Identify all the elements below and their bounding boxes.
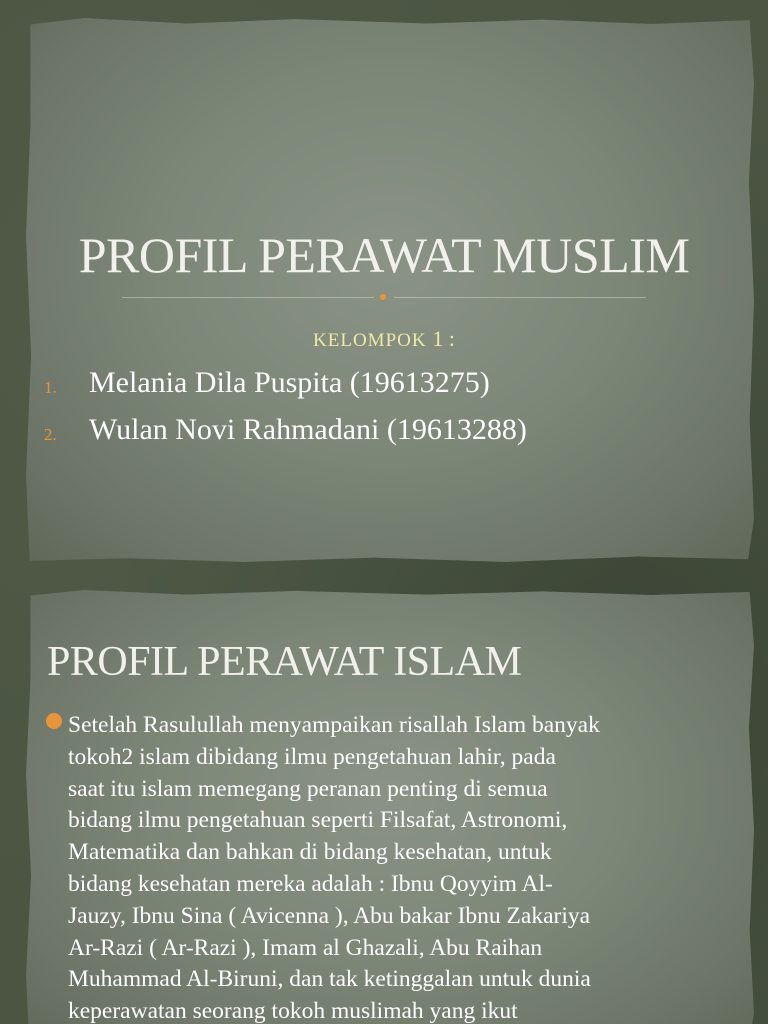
bullet-icon [46, 713, 62, 729]
body-line: keperawatan seorang tokoh muslimah yang ikut [68, 998, 518, 1024]
body-line: Setelah Rasulullah menyampaikan risallah Islam banyak [68, 712, 600, 738]
body-line: bidang kesehatan mereka adalah : Ibnu Qoyyim Al- [68, 870, 553, 897]
member-list-item [44, 413, 724, 453]
slide-1-panel [26, 18, 754, 562]
slide-2-body-text [68, 710, 738, 1024]
title-divider-right [394, 297, 646, 298]
body-line: Ar-Razi ( Ar-Razi ), Imam al Ghazali, Abu Raihan [68, 934, 543, 961]
group-subtitle [0, 326, 768, 352]
member-list-item [44, 366, 724, 406]
body-line: tokoh2 islam dibidang ilmu pengetahuan lahir, pada [68, 743, 556, 770]
slide-1-title: PROFIL PERAWAT MUSLIM [78, 227, 690, 283]
body-line: Jauzy, Ibnu Sina ( Avicenna ), Abu bakar Ibnu Zakariya [68, 902, 591, 929]
member-index: 1. [44, 378, 57, 397]
body-line: Muhammad Al-Biruni, dan tak ketinggalan untuk dunia [68, 966, 591, 993]
member-name: Wulan Novi Rahmadani (19613288) [89, 413, 527, 446]
body-line: Matematika dan bahkan di bidang kesehatan, untuk [68, 839, 552, 866]
member-name: Melania Dila Puspita (19613275) [89, 366, 490, 399]
group-number: 1 : [432, 326, 455, 351]
body-line: bidang ilmu pengetahuan seperti Filsafat, Astronomi, [68, 807, 568, 834]
title-divider-dot [380, 294, 386, 300]
title-divider-left [122, 297, 374, 298]
body-line: saat itu islam memegang peranan penting di semua [68, 775, 548, 802]
member-index: 2. [44, 425, 57, 444]
slide-2-title: PROFIL PERAWAT ISLAM [47, 639, 522, 685]
group-label: KELOMPOK [313, 330, 427, 351]
